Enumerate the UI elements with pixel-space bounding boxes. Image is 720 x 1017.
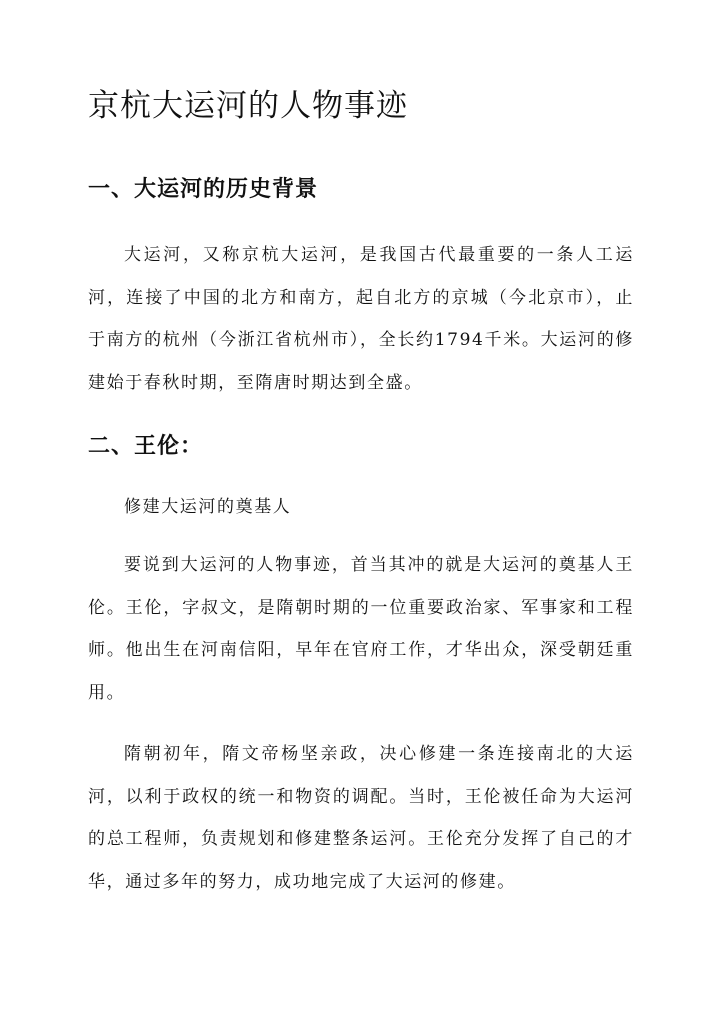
document-title: 京杭大运河的人物事迹	[88, 88, 408, 124]
paragraph-wang-lun-construction: 隋朝初年，隋文帝杨坚亲政，决心修建一条连接南北的大运河，以利于政权的统一和物资的调配。当时，王伦被任命为大运河的总工程师，负责规划和修建整条运河。王伦充分发挥了自己的才华，通过多年的努力，成功地完成了大运河的修建。	[88, 744, 634, 892]
section-heading-wang-lun: 二、王伦：	[88, 433, 204, 459]
section-heading-history: 一、大运河的历史背景	[88, 176, 319, 202]
paragraph-wang-lun-intro: 要说到大运河的人物事迹，首当其冲的就是大运河的奠基人王伦。王伦，字叔文，是隋朝时期的一位重要政治家、军事家和工程师。他出生在河南信阳，早年在官府工作，才华出众，深受朝廷重用。	[88, 555, 634, 703]
subheading-founder: 修建大运河的奠基人	[124, 497, 292, 517]
paragraph-history: 大运河，又称京杭大运河，是我国古代最重要的一条人工运河，连接了中国的北方和南方，起自北方的京城（今北京市），止于南方的杭州（今浙江省杭州市），全长约1794千米。大运河的修建始于春秋时期，至隋唐时期达到全盛。	[88, 245, 634, 393]
